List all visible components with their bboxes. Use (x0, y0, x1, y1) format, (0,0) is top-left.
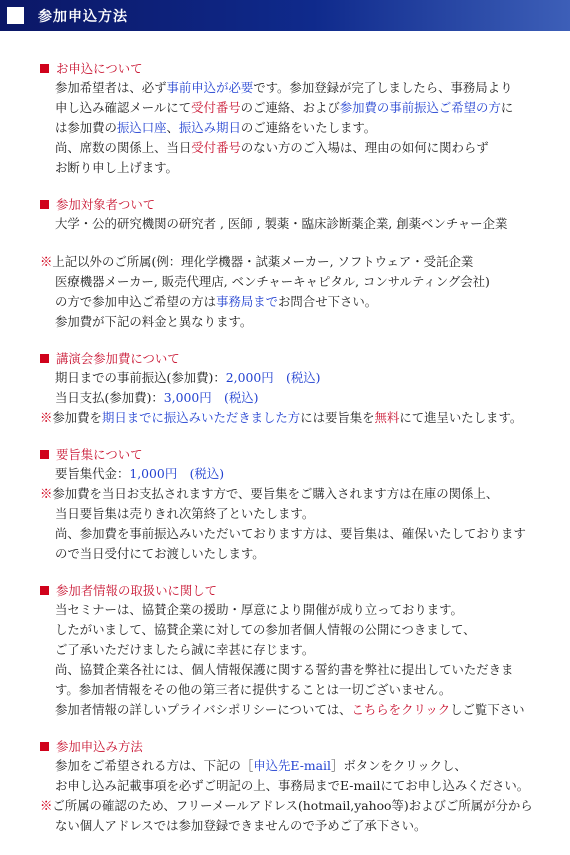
note-line: ※上記以外のご所属(例：理化学機器・試薬メーカー, ソフトウェア・受託企業 (40, 254, 474, 269)
main-content (0, 59, 570, 836)
text-line: ご了承いただけましたら誠に幸甚に存じます。 (55, 642, 315, 657)
text-line: 大学・公的研究機関の研究者 , 医師 , 製薬・臨床診断薬企業, 創薬ベンチャー企業 (55, 216, 508, 231)
section-abstracts (40, 445, 570, 564)
office-contact-link[interactable]: 事務局まで (216, 294, 279, 309)
header-square-icon (7, 7, 24, 24)
text-line: お申し込み記載事項を必ずご明記の上、事務局までE-mailにてお申し込みください。 (55, 778, 530, 793)
text-line: 申し込み確認メールにて受付番号のご連絡、および参加費の事前振込ご希望の方に (55, 100, 514, 115)
square-bullet-icon (40, 450, 49, 459)
note-mark-icon: ※ (40, 254, 53, 269)
note-line: 当日要旨集は売りきれ次第終了といたします。 (55, 506, 315, 521)
fee-line: 期日までの事前振込(参加費)：2,000円 (税込) (55, 370, 321, 385)
square-bullet-icon (40, 200, 49, 209)
section-heading: 講演会参加費について (40, 349, 570, 368)
text-line: 尚、協賛企業各社には、個人情報保護に関する誓約書を弊社に提出していただきま (55, 662, 514, 677)
note-line: 参加費が下記の料金と異なります。 (55, 314, 253, 329)
text-line: 尚、席数の関係上、当日受付番号のない方のご入場は、理由の如何に関わらず (55, 140, 489, 155)
page-header (0, 0, 570, 31)
text-line: 参加をご希望される方は、下記の［申込先E-mail］ボタンをクリックし、 (55, 758, 467, 773)
text-line: したがいまして、協賛企業に対しての参加者個人情報の公開につきまして、 (55, 622, 476, 637)
note-line: ない個人アドレスでは参加登録できませんので予めご了承下さい。 (55, 818, 427, 833)
note-mark-icon: ※ (40, 486, 53, 501)
note-line: ※参加費を期日までに振込みいただきました方には要旨集を無料にて進呈いたします。 (40, 410, 523, 425)
square-bullet-icon (40, 354, 49, 363)
note-line: ので当日受付にてお渡しいたします。 (55, 546, 265, 561)
section-heading: 参加対象者ついて (40, 195, 570, 214)
section-privacy (40, 581, 570, 720)
text-line: 当セミナーは、協賛企業の援助・厚意により開催が成り立っております。 (55, 602, 463, 617)
section-heading: 要旨集について (40, 445, 570, 464)
section-application (40, 59, 570, 178)
note-mark-icon: ※ (40, 410, 53, 425)
note-line: 医療機器メーカー, 販売代理店, ベンチャーキャピタル, コンサルティング会社) (55, 274, 490, 289)
section-how-to-apply (40, 737, 570, 836)
text-line: す。参加者情報をその他の第三者に提供することは一切ございません。 (55, 682, 452, 697)
section-fee (40, 349, 570, 428)
note-line: 尚、参加費を事前振込みいただいております方は、要旨集は、確保いたしております (55, 526, 526, 541)
note-line: ※ご所属の確認のため、フリーメールアドレス(hotmail,yahoo等)およびご所属が分から (40, 798, 533, 813)
note-mark-icon: ※ (40, 798, 53, 813)
text-line: 参加者情報の詳しいプライバシポリシーについては、こちらをクリックしご覧下さい (55, 702, 525, 717)
section-heading: 参加申込み方法 (40, 737, 570, 756)
fee-line: 当日支払(参加費)：3,000円 (税込) (55, 390, 259, 405)
text-line: は参加費の振込口座、振込み期日のご連絡をいたします。 (55, 120, 377, 135)
square-bullet-icon (40, 64, 49, 73)
text-line: 参加希望者は、必ず事前申込が必要です。参加登録が完了しましたら、事務局より (55, 80, 513, 95)
square-bullet-icon (40, 586, 49, 595)
square-bullet-icon (40, 742, 49, 751)
section-eligibility (40, 195, 570, 332)
email-apply-link[interactable]: 申込先E-mail (253, 758, 331, 773)
note-line: の方で参加申込ご希望の方は事務局までお問合せ下さい。 (55, 294, 378, 309)
note-line: ※参加費を当日お支払されます方で、要旨集をご購入されます方は在庫の関係上、 (40, 486, 499, 501)
text-line: お断り申し上げます。 (55, 160, 178, 175)
section-heading: お申込について (40, 59, 570, 78)
privacy-policy-link[interactable]: こちらをクリック (351, 702, 451, 717)
page-title: 参加申込方法 (38, 8, 128, 25)
section-heading: 参加者情報の取扱いに関して (40, 581, 570, 600)
fee-line: 要旨集代金：1,000円 (税込) (55, 466, 225, 481)
